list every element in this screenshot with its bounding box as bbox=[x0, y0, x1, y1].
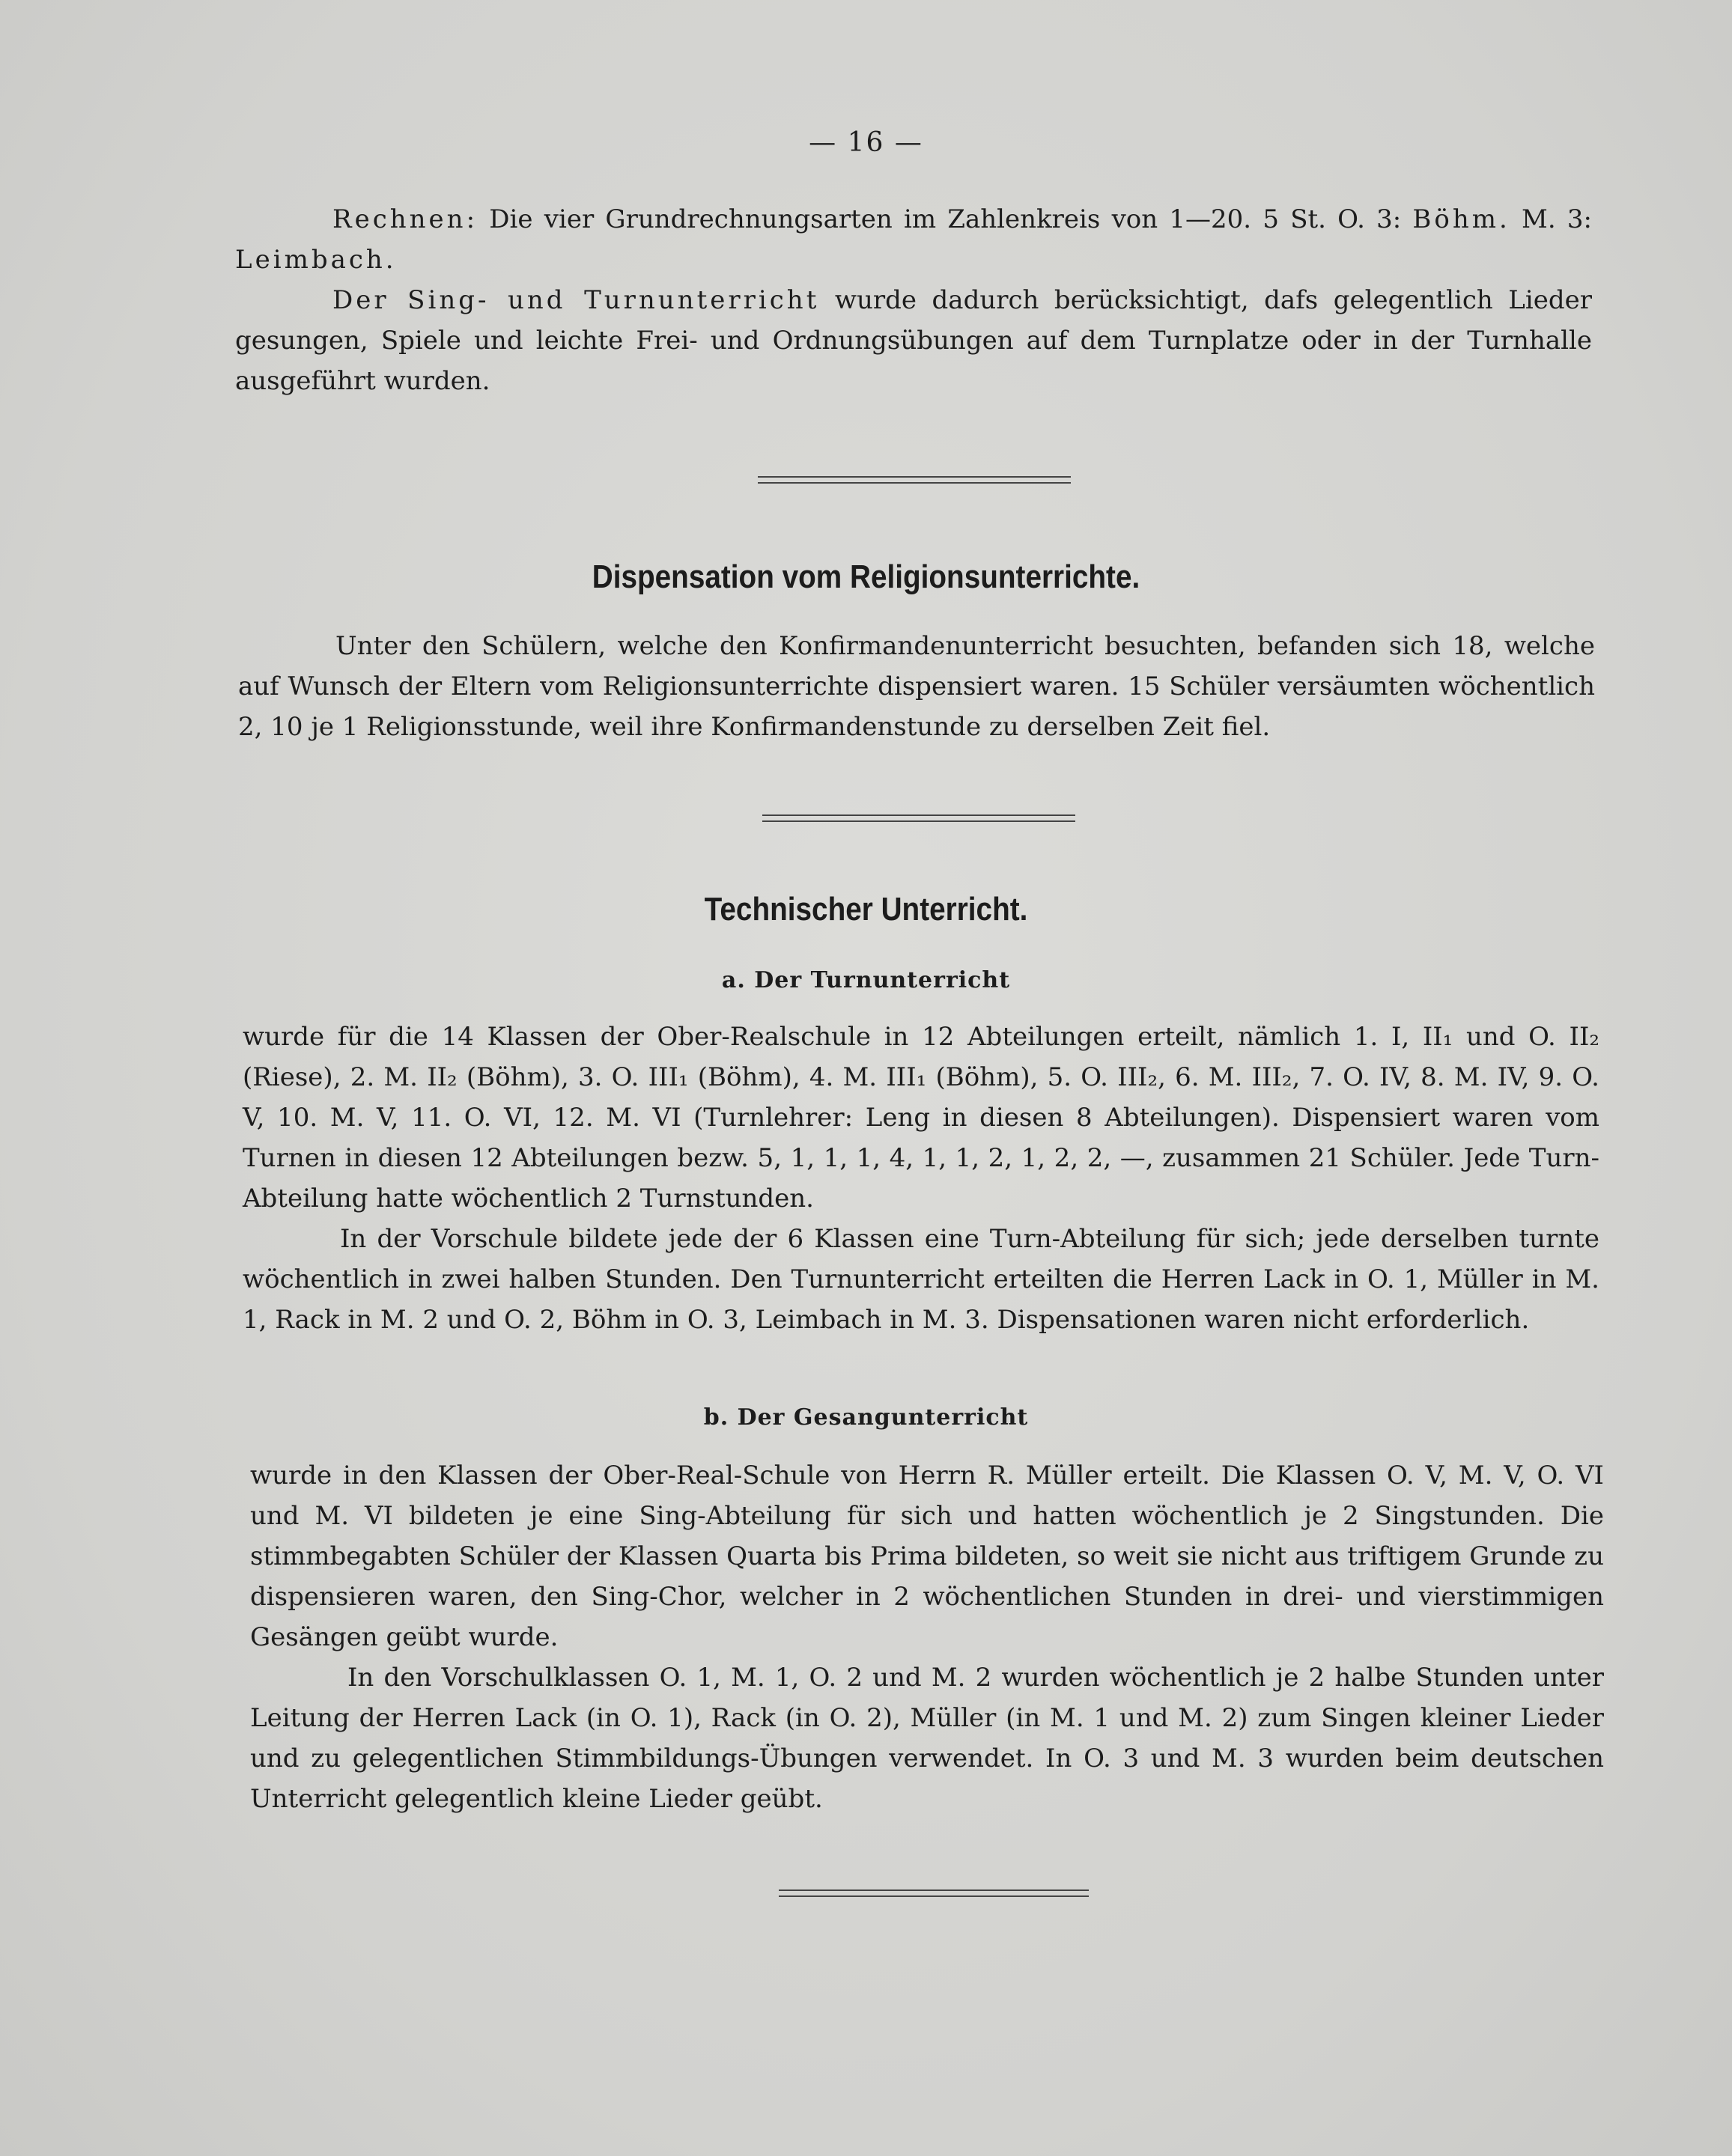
turnunterricht-paragraph-1 bbox=[243, 1017, 1599, 1219]
dispensation-text: Unter den Schülern, welche den Konfirmandenunterricht besuchten, befanden sich 18, welche auf Wunsch der Eltern vom Religionsunterrichte dispensiert waren. 15 Schüler versäumten wöchentlich 2, 10 je 1 Religionsstunde, weil ihre Konfirmandenstunde zu derselben Zeit fiel. bbox=[238, 631, 1595, 742]
rechnen-text-2: M. 3: bbox=[1510, 204, 1592, 234]
turnunterricht-paragraph-2 bbox=[243, 1219, 1599, 1340]
dispensation-heading: Dispensation vom Religionsunterrichte. bbox=[592, 558, 1140, 595]
rechnen-paragraph bbox=[235, 199, 1592, 280]
rechnen-label: Rechnen: bbox=[332, 204, 478, 234]
sing-turn-text: wurde dadurch berücksichtigt, dafs gelegentlich Lieder gesungen, Spiele und leichte Frei- und Ordnungsübungen auf dem Turnplatze oder in der Turnhalle ausgeführt wurden. bbox=[235, 285, 1592, 396]
section-divider-3 bbox=[779, 1889, 1089, 1897]
section-divider-2 bbox=[762, 814, 1075, 822]
gesangunterricht-text-1: wurde in den Klassen der Ober-Real-Schule von Herrn R. Müller erteilt. Die Klassen O. V, M. V, O. VI und M. VI bildeten je eine Sing-Abteilung für sich und hatten wöchentlich je 2 Singstunden. Die stimmbegabten Schüler der Klassen Quarta bis Prima bildeten, so weit sie nicht aus triftigem Grunde zu dispensieren waren, den Sing-Chor, welcher in 2 wöchentlichen Stunden in drei- und vierstimmigen Gesängen geübt wurde. bbox=[250, 1461, 1604, 1652]
turnunterricht-subheading: a. Der Turnunterricht bbox=[721, 967, 1011, 993]
sing-turn-paragraph bbox=[235, 280, 1592, 401]
turnunterricht-text-1: wurde für die 14 Klassen der Ober-Realschule in 12 Abteilungen erteilt, nämlich 1. I, II₁ und O. II₂ (Riese), 2. M. II₂ (Böhm), 3. O. III₁ (Böhm), 4. M. III₁ (Böhm), 5. O. III₂, 6. M. III₂, 7. O. IV, 8. M. IV, 9. O. V, 10. M. V, 11. O. VI, 12. M. VI (Turnlehrer: Leng in diesen 8 Abteilungen). Dispensiert waren vom Turnen in diesen 12 Abteilungen bezw. 5, 1, 1, 1, 4, 1, 1, 2, 1, 2, 2, —, zusammen 21 Schüler. Jede Turn-Abteilung hatte wöchentlich 2 Turnstunden. bbox=[243, 1022, 1599, 1213]
section-divider-1 bbox=[758, 476, 1071, 484]
rechnen-teacher-2: Leimbach. bbox=[235, 245, 397, 275]
dispensation-paragraph bbox=[238, 626, 1595, 747]
gesangunterricht-paragraph-1 bbox=[250, 1455, 1604, 1657]
sing-turn-prefix: Der bbox=[332, 285, 408, 315]
rechnen-teacher-1: Böhm. bbox=[1412, 204, 1510, 234]
gesangunterricht-paragraph-2 bbox=[250, 1657, 1604, 1819]
sing-turn-spaced: Sing- und Turnunterricht bbox=[407, 285, 820, 315]
technischer-heading: Technischer Unterricht. bbox=[704, 891, 1028, 928]
gesangunterricht-subheading: b. Der Gesangunterricht bbox=[703, 1404, 1029, 1431]
turnunterricht-text-2: In der Vorschule bildete jede der 6 Klassen eine Turn-Abteilung für sich; jede derselben turnte wöchentlich in zwei halben Stunden. Den Turnunterricht erteilten die Herren Lack in O. 1, Müller in M. 1, Rack in M. 2 und O. 2, Böhm in O. 3, Leimbach in M. 3. Dispensationen waren nicht erforderlich. bbox=[243, 1224, 1599, 1335]
gesangunterricht-text-2: In den Vorschulklassen O. 1, M. 1, O. 2 und M. 2 wurden wöchentlich je 2 halbe Stunden unter Leitung der Herren Lack (in O. 1), Rack (in O. 2), Müller (in M. 1 und M. 2) zum Singen kleiner Lieder und zu gelegentlichen Stimmbildungs-Übungen verwendet. In O. 3 und M. 3 wurden beim deutschen Unterricht gelegentlich kleine Lieder geübt. bbox=[250, 1663, 1604, 1814]
page-number: — 16 — bbox=[809, 127, 923, 158]
rechnen-text: Die vier Grundrechnungsarten im Zahlenkreis von 1—20. 5 St. O. 3: bbox=[478, 204, 1413, 234]
